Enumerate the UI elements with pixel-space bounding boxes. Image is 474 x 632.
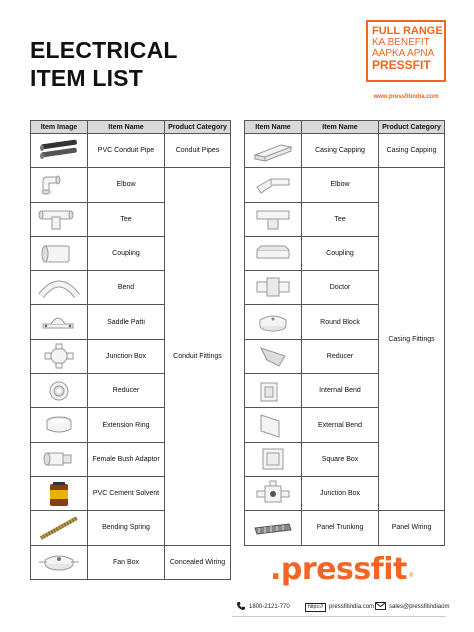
solvent-can-icon — [37, 480, 81, 508]
casing-icon — [251, 137, 295, 165]
fan-box-icon — [37, 548, 81, 576]
column-header: Item Name — [88, 121, 165, 134]
item-image — [36, 547, 82, 577]
item-name: Bending Spring — [88, 511, 165, 545]
item-name: Junction Box — [88, 339, 165, 373]
conduit-pipe-icon — [37, 137, 81, 165]
phone-number: 1800-2121-770 — [249, 604, 290, 610]
item-image — [36, 376, 82, 406]
item-name: Tee — [88, 202, 165, 236]
contact-website[interactable] — [305, 601, 374, 613]
item-image — [250, 479, 296, 509]
item-image — [36, 307, 82, 337]
left-item-table — [30, 120, 231, 580]
item-image-cell — [31, 305, 88, 339]
item-name: Tee — [302, 202, 379, 236]
item-image-cell — [245, 271, 302, 305]
doctor-icon — [251, 274, 295, 302]
pressfit-logo: .pressfit — [270, 552, 407, 587]
table-row — [245, 134, 445, 168]
square-box-icon — [251, 445, 295, 473]
column-header: Item Name — [245, 121, 302, 134]
casing-reducer-icon — [251, 342, 295, 370]
item-image-cell — [31, 442, 88, 476]
table-row — [31, 545, 231, 579]
tagline-line-3: AAPKA APNA — [372, 48, 435, 59]
tee-icon — [37, 205, 81, 233]
table-row — [31, 134, 231, 168]
item-image-cell — [31, 168, 88, 202]
item-image-cell — [245, 305, 302, 339]
item-image-cell — [245, 511, 302, 545]
item-image-cell — [31, 271, 88, 305]
item-image-cell — [245, 134, 302, 168]
tagline-line-2: KA BENEFIT — [372, 37, 430, 48]
item-name: Fan Box — [88, 545, 165, 579]
item-name: Internal Bend — [302, 374, 379, 408]
item-image — [36, 136, 82, 166]
item-image — [36, 341, 82, 371]
item-name: Junction Box — [302, 476, 379, 510]
title-line-1: ELECTRICAL — [30, 37, 178, 63]
item-name: Coupling — [302, 236, 379, 270]
table-row — [31, 168, 231, 202]
external-bend-icon — [251, 411, 295, 439]
item-image-cell — [31, 134, 88, 168]
item-image — [250, 513, 296, 543]
item-image — [250, 410, 296, 440]
item-name: Panel Trunking — [302, 511, 379, 545]
registered-mark: ® — [409, 573, 414, 579]
item-image-cell — [245, 168, 302, 202]
contact-email[interactable] — [375, 601, 449, 613]
item-image-cell — [31, 339, 88, 373]
table-row — [245, 511, 445, 545]
junction-box-icon — [37, 342, 81, 370]
title-line-2: ITEM LIST — [30, 65, 143, 91]
page-title — [30, 36, 178, 92]
casing-tee-icon — [251, 205, 295, 233]
item-name: Coupling — [88, 236, 165, 270]
extension-ring-icon — [37, 411, 81, 439]
item-image-cell — [31, 374, 88, 408]
item-name: Doctor — [302, 271, 379, 305]
item-name: Elbow — [302, 168, 379, 202]
item-image-cell — [245, 408, 302, 442]
item-image-cell — [31, 545, 88, 579]
item-image-cell — [245, 236, 302, 270]
item-name: PVC Cement Solvent — [88, 476, 165, 510]
item-image-cell — [245, 442, 302, 476]
item-name: Square Box — [302, 442, 379, 476]
column-header: Product Category — [379, 121, 445, 134]
item-image-cell — [31, 236, 88, 270]
item-image-cell — [31, 202, 88, 236]
casing-coupling-icon — [251, 240, 295, 268]
product-category: Conduit Pipes — [165, 134, 231, 168]
item-name: Female Bush Adaptor — [88, 442, 165, 476]
item-name: Reducer — [302, 339, 379, 373]
tagline-line-1: FULL RANGE — [372, 25, 443, 37]
item-image — [36, 204, 82, 234]
item-name: External Bend — [302, 408, 379, 442]
mail-icon — [375, 602, 386, 612]
tagline-line-4: PRESSFIT — [372, 58, 431, 72]
internal-bend-icon — [251, 377, 295, 405]
item-image — [36, 273, 82, 303]
elbow-icon — [37, 171, 81, 199]
brand-tagline-box — [366, 20, 446, 82]
column-header: Product Category — [165, 121, 231, 134]
brand-url[interactable]: www.pressfitindia.com — [373, 94, 439, 100]
item-name: Reducer — [88, 374, 165, 408]
item-image — [36, 410, 82, 440]
item-image-cell — [31, 408, 88, 442]
footer-divider — [232, 616, 446, 617]
spring-icon — [37, 514, 81, 542]
panel-trunking-icon — [251, 514, 295, 542]
column-header: Item Image — [31, 121, 88, 134]
https-badge: https:// — [305, 603, 326, 612]
product-category: Casing Capping — [379, 134, 445, 168]
product-category: Conduit Fittings — [165, 168, 231, 545]
coupling-icon — [37, 240, 81, 268]
email-text: sales@pressfitindiaom — [389, 604, 450, 610]
item-name: Bend — [88, 271, 165, 305]
contact-phone[interactable] — [236, 601, 290, 613]
saddle-icon — [37, 308, 81, 336]
item-image-cell — [245, 476, 302, 510]
item-image — [250, 204, 296, 234]
item-image — [36, 239, 82, 269]
phone-icon — [236, 601, 246, 613]
item-image-cell — [245, 339, 302, 373]
reducer-icon — [37, 377, 81, 405]
website-text: pressfitindia.com — [329, 604, 375, 610]
item-name: PVC Conduit Pipe — [88, 134, 165, 168]
item-name: Extension Ring — [88, 408, 165, 442]
item-image — [250, 376, 296, 406]
item-image — [36, 479, 82, 509]
item-image — [250, 341, 296, 371]
item-image — [250, 136, 296, 166]
column-header: Item Name — [302, 121, 379, 134]
right-item-table — [244, 120, 445, 546]
item-image — [250, 273, 296, 303]
product-category: Casing Fittings — [379, 168, 445, 511]
product-category: Panel Wiring — [379, 511, 445, 545]
item-image — [36, 444, 82, 474]
item-image-cell — [31, 476, 88, 510]
casing-elbow-icon — [251, 171, 295, 199]
item-image — [36, 170, 82, 200]
product-category: Concealed Wiring — [165, 545, 231, 579]
item-image-cell — [31, 511, 88, 545]
table-row — [245, 168, 445, 202]
item-image — [250, 444, 296, 474]
item-image-cell — [245, 374, 302, 408]
item-image — [36, 513, 82, 543]
item-image — [250, 239, 296, 269]
bend-icon — [37, 274, 81, 302]
item-name: Saddle Patti — [88, 305, 165, 339]
casing-junction-box-icon — [251, 480, 295, 508]
item-image — [250, 307, 296, 337]
bush-adaptor-icon — [37, 445, 81, 473]
item-name: Casing Capping — [302, 134, 379, 168]
round-block-icon — [251, 308, 295, 336]
item-image — [250, 170, 296, 200]
item-image-cell — [245, 202, 302, 236]
item-name: Elbow — [88, 168, 165, 202]
item-name: Round Block — [302, 305, 379, 339]
